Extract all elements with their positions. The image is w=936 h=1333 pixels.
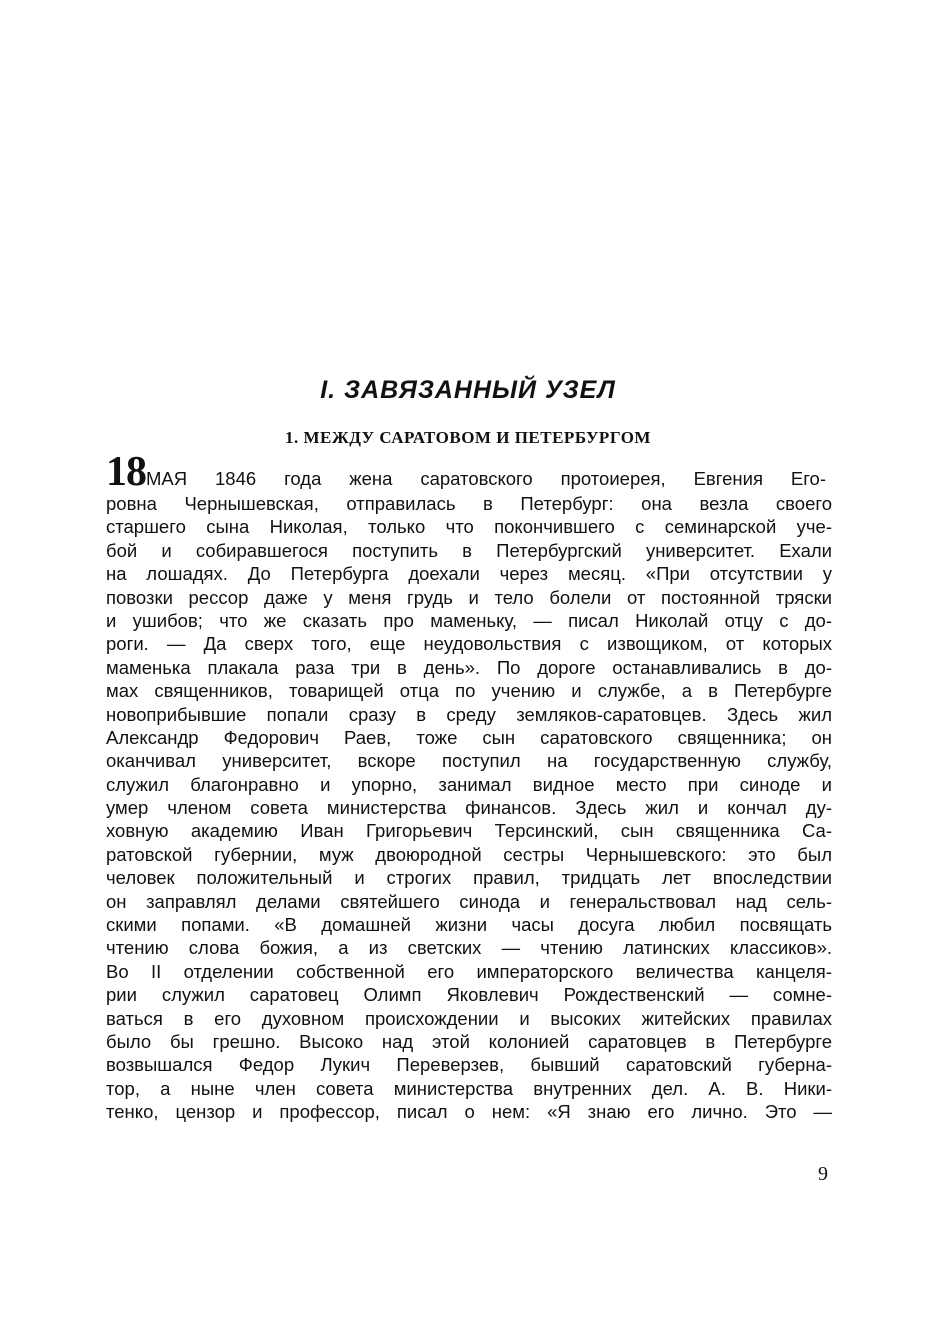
first-line-text: МАЯ 1846 года жена саратовского протоиерея, Евгения Его- [146, 468, 826, 489]
text-line: Во II отделении собственной его императорского величества канцеля- [106, 960, 832, 982]
body-paragraph [106, 449, 832, 1124]
drop-date: 18 [106, 449, 146, 495]
text-line: скими попами. «В домашней жизни часы досуга любил посвящать [106, 914, 832, 936]
text-line: на лошадях. До Петербурга доехали через месяц. «При отсутствии у [106, 563, 832, 585]
text-line: чтению слова божия, а из светских — чтению латинских классиков». [106, 937, 832, 959]
text-line: повозки рессор даже у меня грудь и тело болели от постоянной тряски [106, 586, 832, 608]
text-line: ровна Чернышевская, отправилась в Петербург: она везла своего [106, 493, 832, 514]
text-line: ваться в его духовном происхождении и высоких житейских правилах [106, 1007, 832, 1029]
text-line: роги. — Да сверх того, еще неудовольствия с извощиком, от которых [106, 633, 832, 655]
text-line: было бы грешно. Высоко над этой колонией саратовцев в Петербурге [106, 1030, 832, 1052]
text-line: Александр Федорович Раев, тоже сын саратовского священника; он [106, 726, 832, 748]
text-line: ховную академию Иван Григорьевич Терсинский, сын священника Са- [106, 820, 832, 842]
text-line: маменька плакала раза три в день». По дороге останавливались в до- [106, 656, 832, 678]
text-line: тор, а ныне член совета министерства внутренних дел. А. В. Ники- [106, 1077, 832, 1099]
paragraph-first-line [106, 449, 832, 495]
text-line: бой и собиравшегося поступить в Петербургский университет. Ехали [106, 539, 832, 561]
section-title: 1. МЕЖДУ САРАТОВОМ И ПЕТЕРБУРГОМ [285, 428, 651, 447]
text-line: мах священников, товарищей отца по учению и службе, а в Петербурге [106, 680, 832, 702]
text-line: ратовской губернии, муж двоюродной сестры Чернышевского: это был [106, 843, 832, 865]
text-line: новоприбывшие попали сразу в среду земляков-саратовцев. Здесь жил [106, 703, 832, 725]
paragraph-lines [106, 492, 832, 1124]
text-line: тенко, цензор и профессор, писал о нем: «Я знаю его лично. Это — [106, 1101, 832, 1123]
text-line: человек положительный и строгих правил, тридцать лет впоследствии [106, 867, 832, 889]
text-line: умер членом совета министерства финансов. Здесь жил и кончал ду- [106, 797, 832, 819]
text-line: и ушибов; что же сказать про маменьку, — писал Николай отцу с до- [106, 609, 832, 631]
text-line: он заправлял делами святейшего синода и генеральствовал над сель- [106, 890, 832, 912]
page-number: 9 [818, 1163, 828, 1185]
text-line: оканчивал университет, вскоре поступил на государственную службу, [106, 750, 832, 772]
text-line: возвышался Федор Лукич Переверзев, бывший саратовский губерна- [106, 1054, 832, 1076]
text-line: старшего сына Николая, только что покончившего с семинарской уче- [106, 516, 832, 538]
chapter-title: I. ЗАВЯЗАННЫЙ УЗЕЛ [320, 376, 616, 404]
text-line: служил благонравно и упорно, занимал видное место при синоде и [106, 773, 832, 795]
text-line: рии служил саратовец Олимп Яковлевич Рождественский — сомне- [106, 984, 832, 1006]
